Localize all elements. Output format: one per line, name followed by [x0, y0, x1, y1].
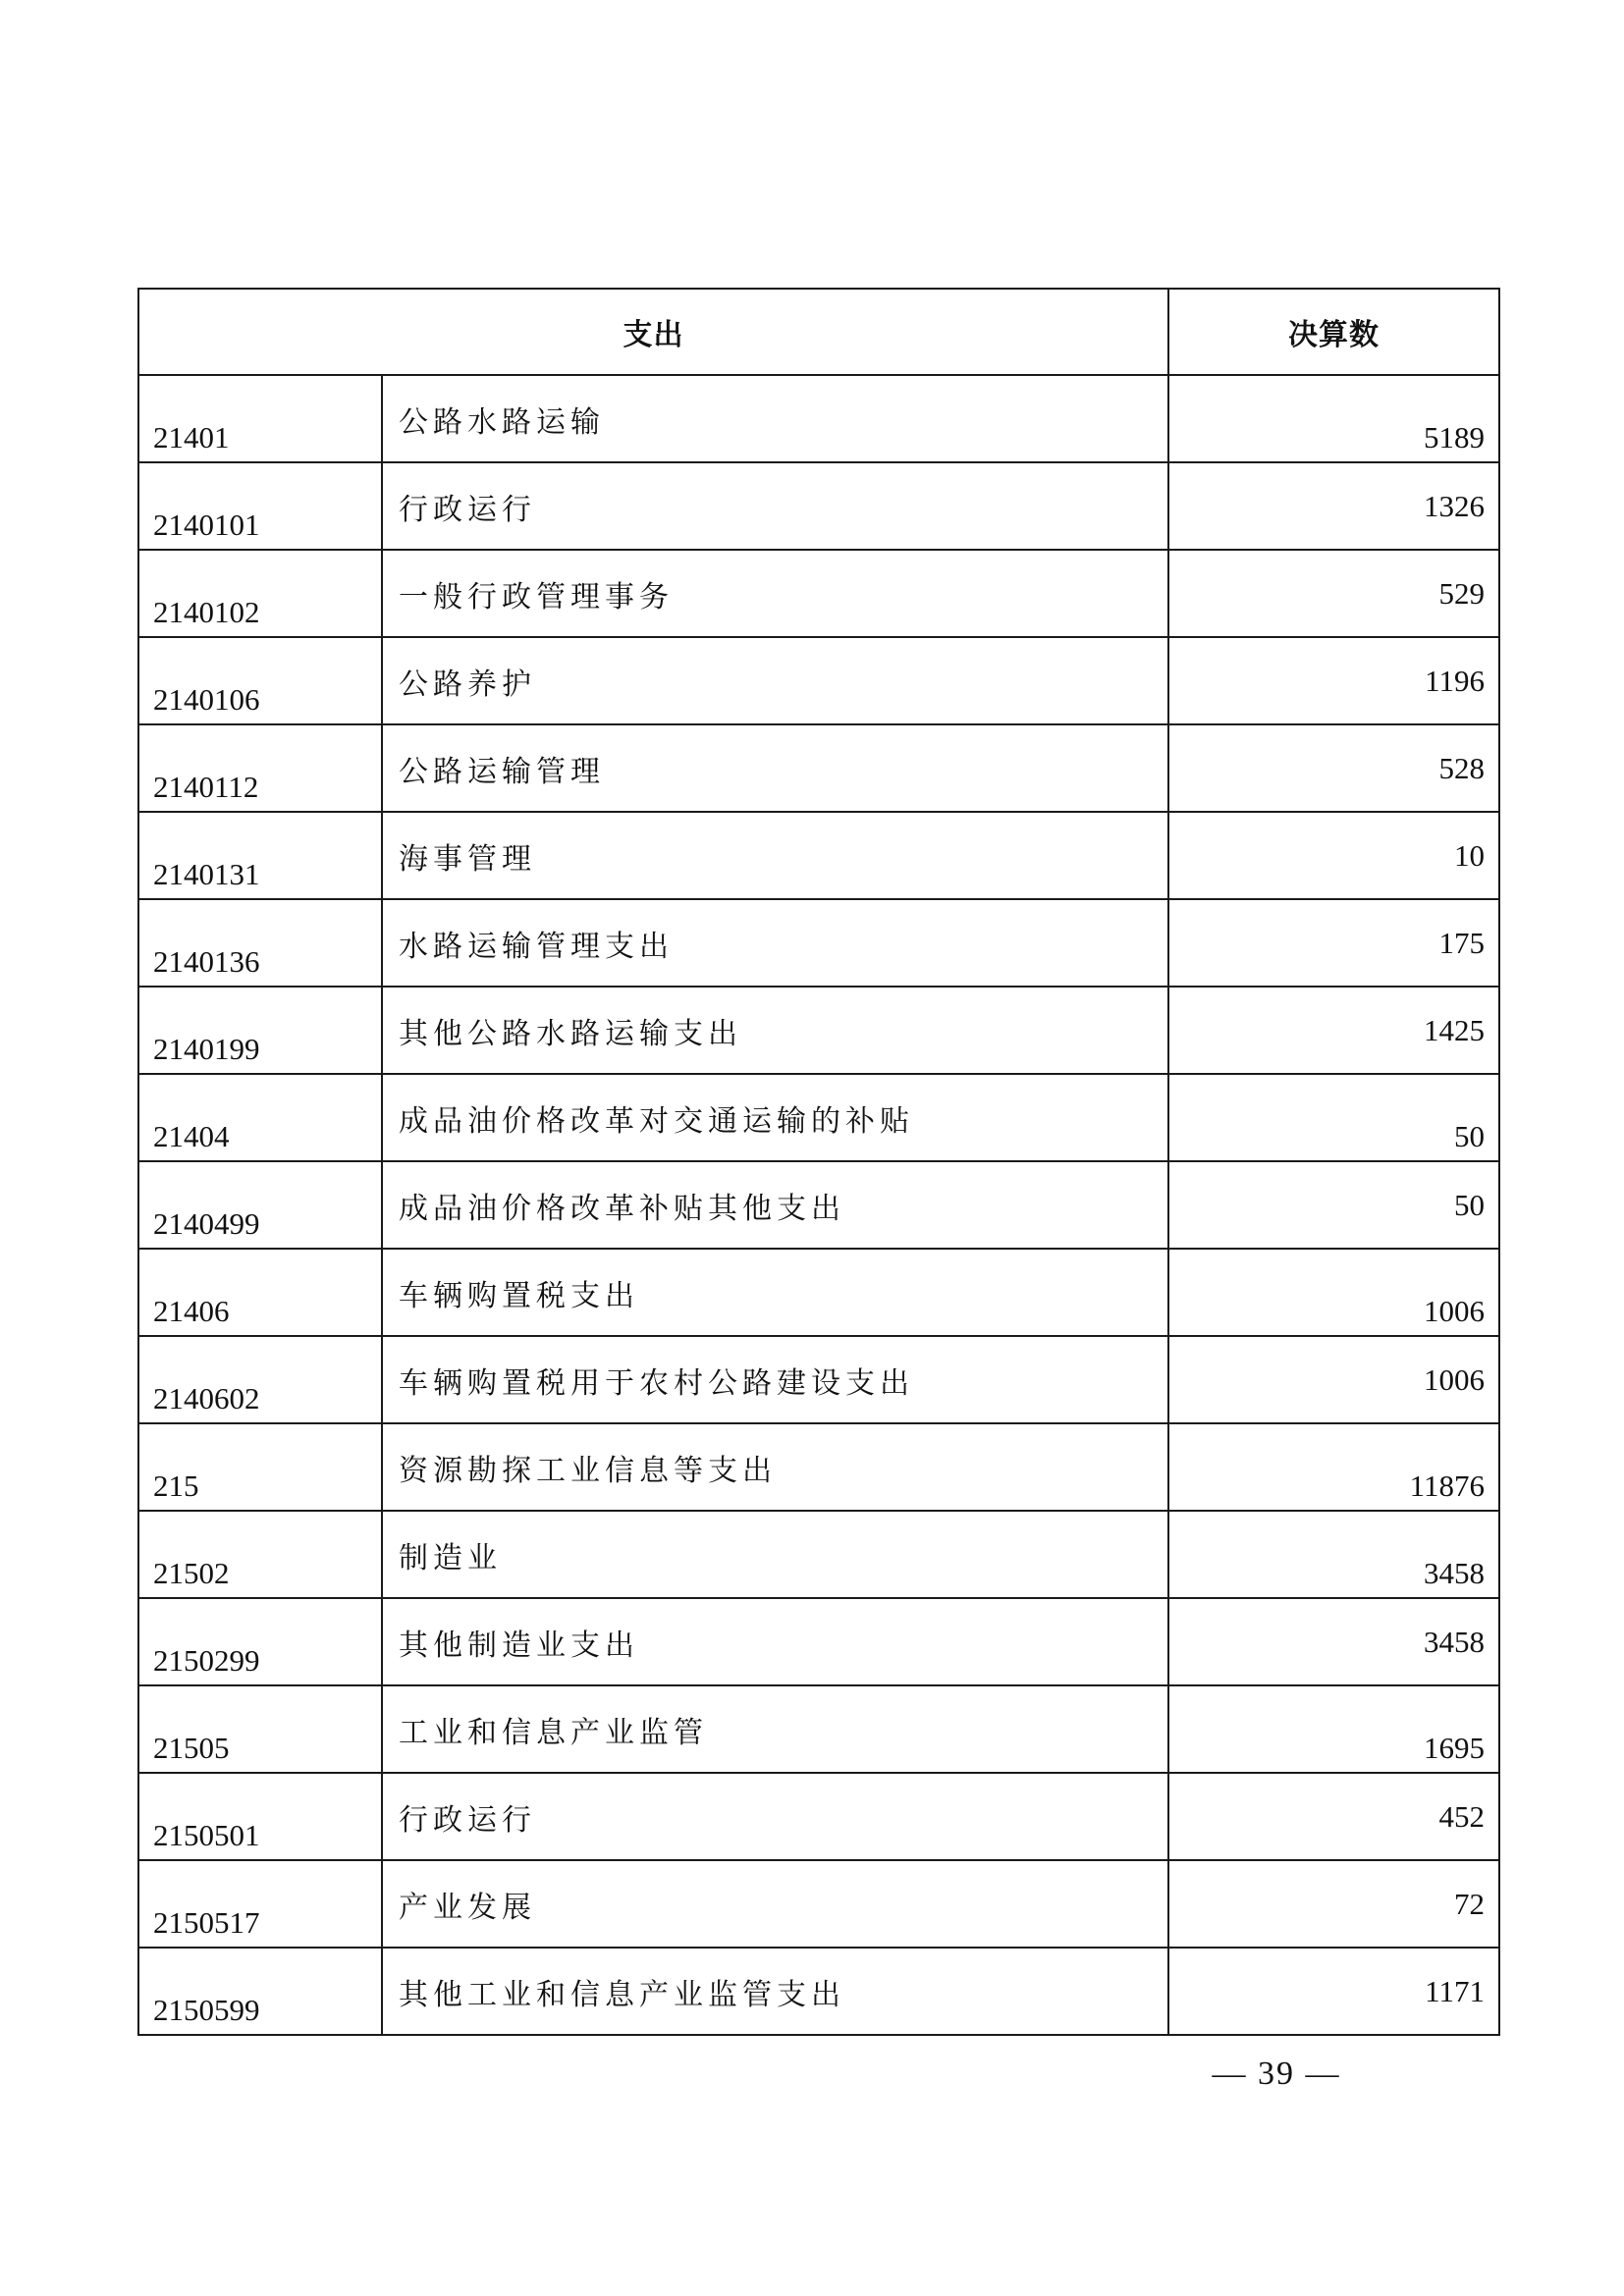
row-name: 公路运输管理 [382, 724, 1168, 812]
row-code: 2140101 [138, 462, 382, 550]
row-code: 2140499 [138, 1161, 382, 1249]
table-row [138, 987, 1499, 1074]
table-row [138, 899, 1499, 987]
row-value: 1326 [1168, 462, 1499, 550]
table-row [138, 1773, 1499, 1860]
table-row [138, 1948, 1499, 2035]
row-value: 1695 [1168, 1685, 1499, 1773]
row-value: 1425 [1168, 987, 1499, 1074]
row-name: 其他公路水路运输支出 [382, 987, 1168, 1074]
row-code: 21404 [138, 1074, 382, 1161]
row-value: 452 [1168, 1773, 1499, 1860]
row-value: 3458 [1168, 1511, 1499, 1598]
row-code: 2150517 [138, 1860, 382, 1948]
row-value: 3458 [1168, 1598, 1499, 1685]
row-name: 公路养护 [382, 637, 1168, 724]
row-name: 资源勘探工业信息等支出 [382, 1423, 1168, 1511]
row-code: 2140131 [138, 812, 382, 899]
row-name: 车辆购置税用于农村公路建设支出 [382, 1336, 1168, 1423]
table-row [138, 1423, 1499, 1511]
row-value: 11876 [1168, 1423, 1499, 1511]
row-code: 2140136 [138, 899, 382, 987]
row-name: 成品油价格改革对交通运输的补贴 [382, 1074, 1168, 1161]
row-code: 2140112 [138, 724, 382, 812]
row-code: 21505 [138, 1685, 382, 1773]
row-name: 行政运行 [382, 1773, 1168, 1860]
row-name: 工业和信息产业监管 [382, 1685, 1168, 1773]
row-name: 一般行政管理事务 [382, 550, 1168, 637]
row-name: 其他工业和信息产业监管支出 [382, 1948, 1168, 2035]
row-value: 1006 [1168, 1249, 1499, 1336]
header-final-amount: 决算数 [1168, 289, 1499, 375]
row-code: 2140199 [138, 987, 382, 1074]
header-expenditure: 支出 [138, 289, 1168, 375]
table-header-row [138, 289, 1499, 375]
row-code: 21406 [138, 1249, 382, 1336]
row-value: 50 [1168, 1074, 1499, 1161]
row-value: 175 [1168, 899, 1499, 987]
row-value: 5189 [1168, 375, 1499, 462]
row-name: 成品油价格改革补贴其他支出 [382, 1161, 1168, 1249]
row-code: 2150299 [138, 1598, 382, 1685]
row-value: 528 [1168, 724, 1499, 812]
row-name: 公路水路运输 [382, 375, 1168, 462]
row-name: 水路运输管理支出 [382, 899, 1168, 987]
row-name: 产业发展 [382, 1860, 1168, 1948]
table-row [138, 462, 1499, 550]
row-code: 2150599 [138, 1948, 382, 2035]
row-code: 2140602 [138, 1336, 382, 1423]
row-name: 制造业 [382, 1511, 1168, 1598]
row-name: 海事管理 [382, 812, 1168, 899]
row-code: 21502 [138, 1511, 382, 1598]
row-value: 1006 [1168, 1336, 1499, 1423]
row-value: 1171 [1168, 1948, 1499, 2035]
row-name: 其他制造业支出 [382, 1598, 1168, 1685]
row-code: 21401 [138, 375, 382, 462]
table-row [138, 1074, 1499, 1161]
table-row [138, 637, 1499, 724]
table-row [138, 1161, 1499, 1249]
row-code: 2140106 [138, 637, 382, 724]
row-value: 10 [1168, 812, 1499, 899]
row-code: 215 [138, 1423, 382, 1511]
page-number: — 39 — [1212, 2056, 1341, 2092]
row-value: 72 [1168, 1860, 1499, 1948]
table-row [138, 1598, 1499, 1685]
row-value: 50 [1168, 1161, 1499, 1249]
row-name: 行政运行 [382, 462, 1168, 550]
table-row [138, 1685, 1499, 1773]
table-row [138, 724, 1499, 812]
row-value: 1196 [1168, 637, 1499, 724]
table-row [138, 1249, 1499, 1336]
table-row [138, 812, 1499, 899]
expenditure-table [137, 288, 1500, 2036]
table-row [138, 1336, 1499, 1423]
table-row [138, 1860, 1499, 1948]
row-code: 2150501 [138, 1773, 382, 1860]
row-code: 2140102 [138, 550, 382, 637]
row-name: 车辆购置税支出 [382, 1249, 1168, 1336]
table-row [138, 1511, 1499, 1598]
table-row [138, 375, 1499, 462]
table-row [138, 550, 1499, 637]
table-body [138, 289, 1499, 2035]
row-value: 529 [1168, 550, 1499, 637]
